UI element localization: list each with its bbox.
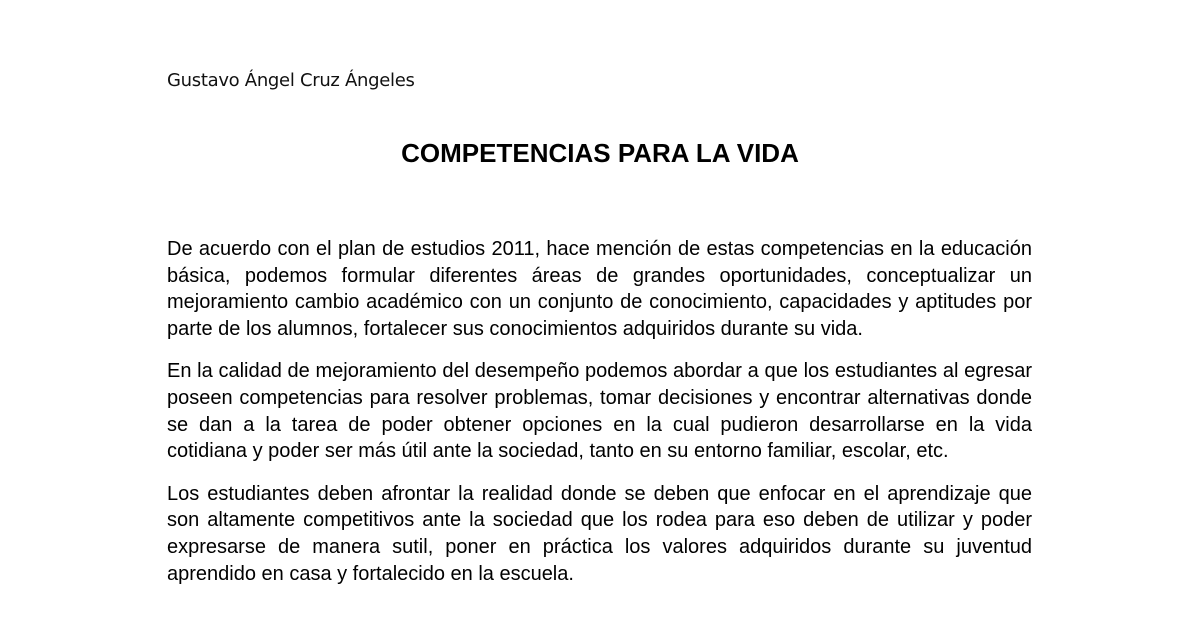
document-title: COMPETENCIAS PARA LA VIDA xyxy=(401,138,799,168)
author-name: Gustavo Ángel Cruz Ángeles xyxy=(167,70,415,91)
paragraph-3: Los estudiantes deben afrontar la realidad donde se deben que enfocar en el aprendizaje que son altamente competitivos ante la sociedad que los rodea para eso deben de utilizar y poder expresarse de manera sutil, poner en práctica los valores adquiridos durante su juventud aprendido en casa y fortalecido en la escuela. xyxy=(167,482,1032,585)
paragraph-2: En la calidad de mejoramiento del desempeño podemos abordar a que los estudiantes al egresar poseen competencias para resolver problemas, tomar decisiones y encontrar alternativas donde se dan a la tarea de poder obtener opciones en la cual pudieron desarrollarse en la vida cotidiana y poder ser más útil ante la sociedad, tanto en su entorno familiar, escolar, etc. xyxy=(167,360,1032,463)
paragraph-1: De acuerdo con el plan de estudios 2011, hace mención de estas competencias en la educación básica, podemos formular diferentes áreas de grandes oportunidades, conceptualizar un mejoramiento cambio académico con un conjunto de conocimiento, capacidades y aptitudes por parte de los alumnos, fortalecer sus conocimientos adquiridos durante su vida. xyxy=(167,238,1032,340)
document-body xyxy=(167,236,1032,603)
